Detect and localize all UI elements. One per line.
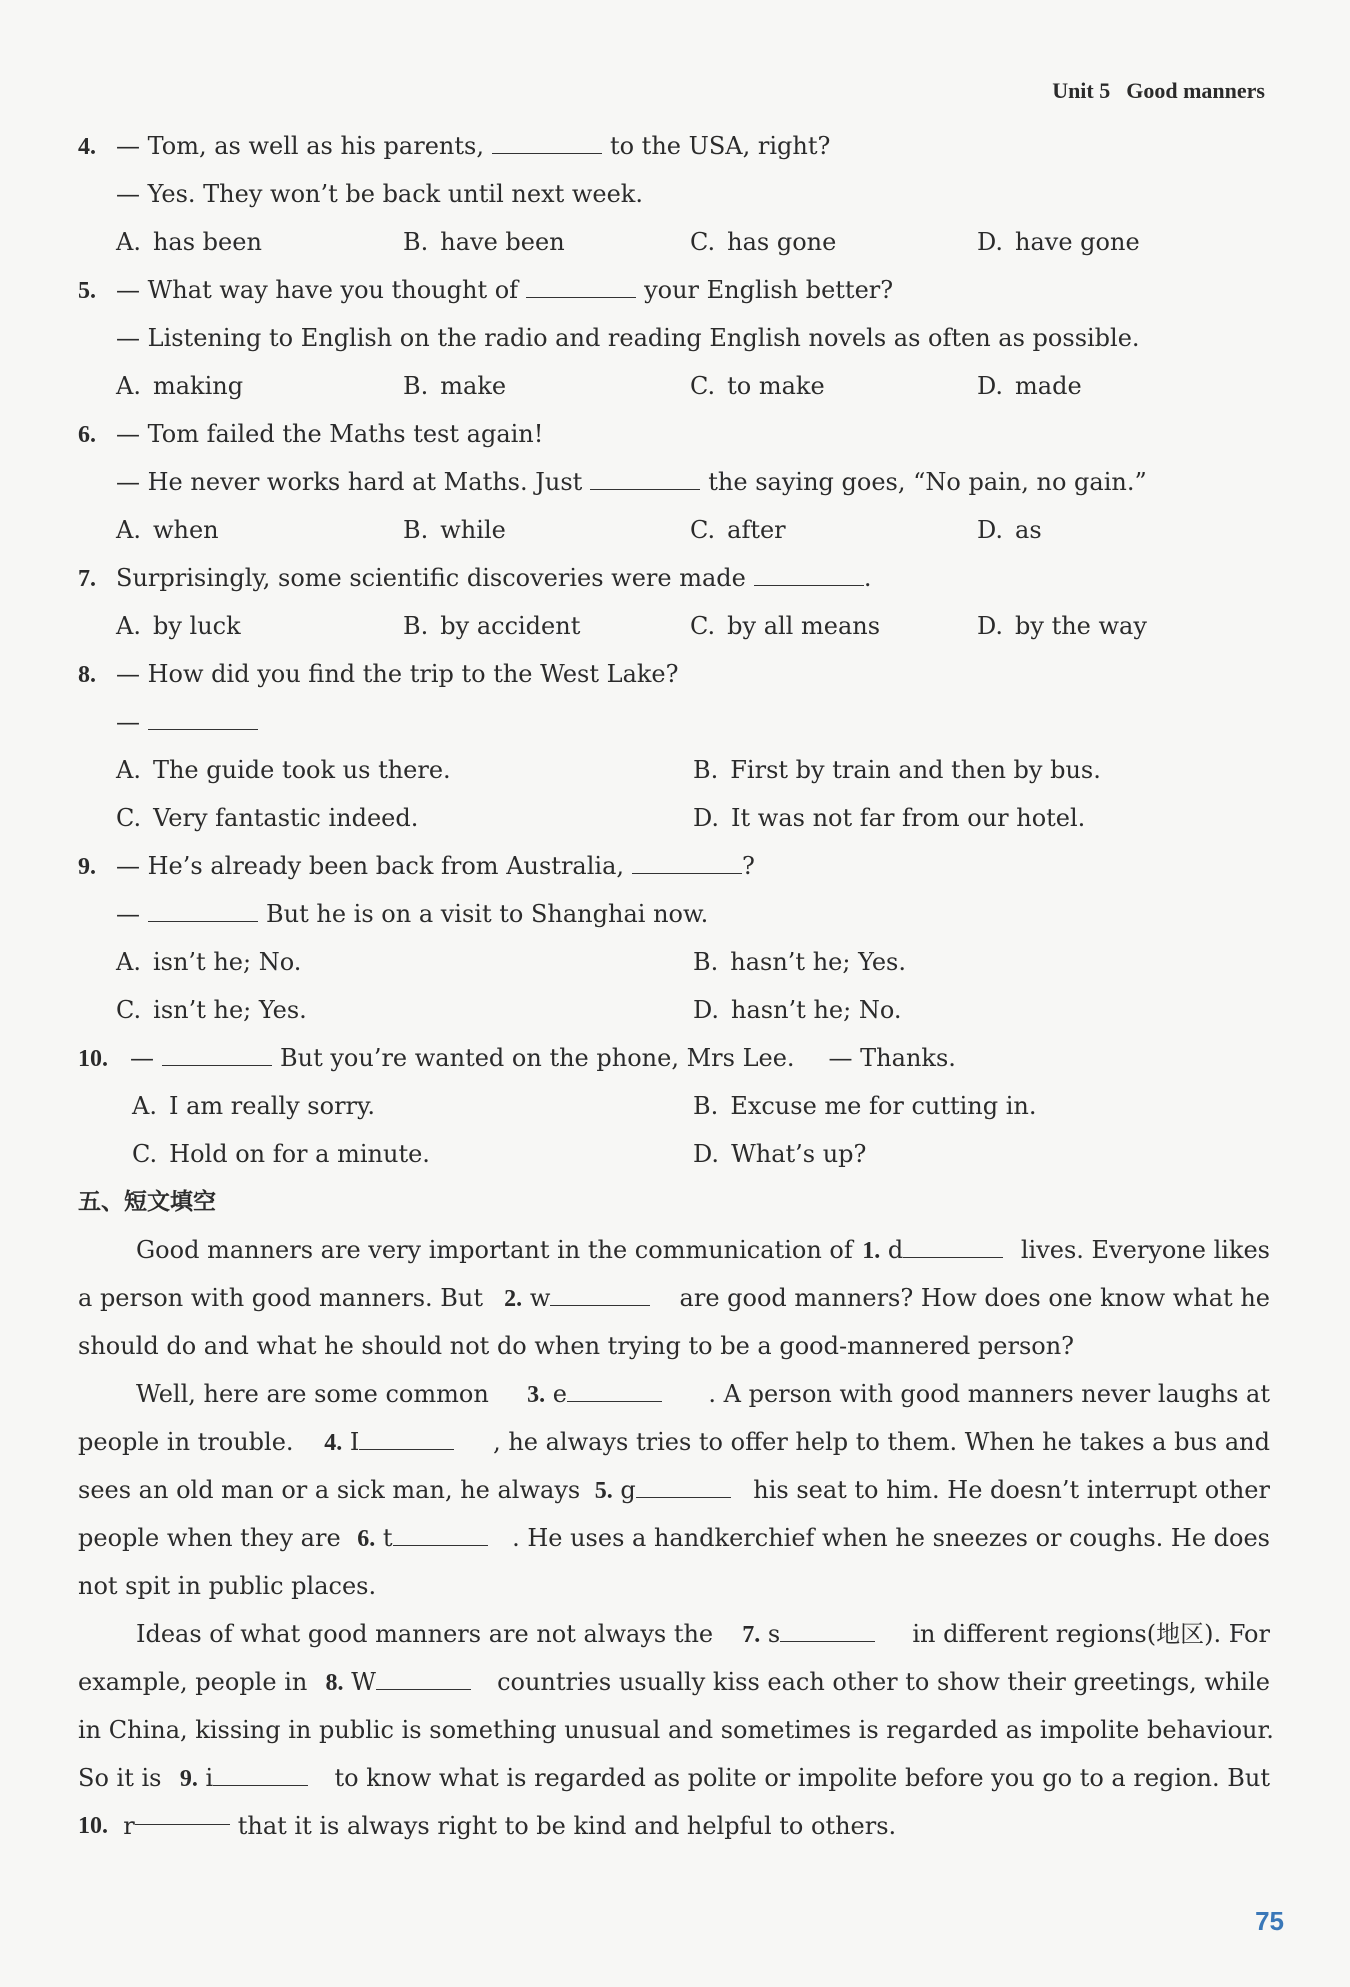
question-6-stem: 6. — Tom failed the Maths test again! [78, 410, 1270, 458]
question-5-options [78, 362, 1270, 410]
passage-line: Ideas of what good manners are not always the 7. s in different regions(地区). For [136, 1620, 1270, 1648]
passage [78, 1226, 1274, 1850]
question-4-stem [78, 122, 1270, 170]
option-c[interactable]: C. Very fantastic indeed. [116, 804, 419, 832]
question-number: 9. [78, 854, 96, 880]
unit-title: Good manners [1126, 78, 1265, 103]
answer-blank[interactable] [393, 1523, 488, 1546]
option-c[interactable]: C. Hold on for a minute. [132, 1140, 430, 1168]
option-c[interactable]: C. has gone [690, 228, 837, 256]
answer-blank[interactable] [567, 1379, 662, 1402]
option-b[interactable]: B. have been [403, 228, 565, 256]
option-b[interactable]: B. hasn’t he; Yes. [693, 948, 906, 976]
option-b[interactable]: B. while [403, 516, 506, 544]
passage-line: example, people in 8. W countries usually kiss each other to show their greetings, while [78, 1668, 1270, 1696]
answer-blank[interactable] [492, 131, 602, 154]
question-5-stem: 5. — What way have you thought of your English better? [78, 266, 1270, 314]
option-b[interactable]: B. by accident [403, 612, 581, 640]
answer-blank[interactable] [135, 1802, 230, 1825]
passage-line: should do and what he should not do when trying to be a good-mannered person? [78, 1332, 1075, 1360]
answer-blank[interactable] [636, 1475, 731, 1498]
answer-blank[interactable] [780, 1619, 875, 1642]
passage-line: Good manners are very important in the communication of 1. d lives. Everyone likes [136, 1236, 1270, 1264]
option-d[interactable]: D. hasn’t he; No. [693, 996, 902, 1024]
section-title: 五、短文填空 [78, 1189, 216, 1215]
answer-blank[interactable] [526, 275, 636, 298]
option-a[interactable]: A. has been [116, 228, 262, 256]
answer-blank[interactable] [376, 1667, 471, 1690]
question-5-response: — Listening to English on the radio and reading English novels as often as possible. [116, 324, 1140, 352]
option-c[interactable]: C. by all means [690, 612, 881, 640]
question-10-stem: 10. — But you’re wanted on the phone, Mrs Lee. — Thanks. [78, 1034, 1270, 1082]
question-6-options [78, 506, 1270, 554]
question-number: 10. [78, 1046, 108, 1072]
answer-blank[interactable] [148, 707, 258, 730]
option-a[interactable]: A. making [116, 372, 244, 400]
option-d[interactable]: D. as [977, 516, 1042, 544]
option-a[interactable]: A. by luck [116, 612, 241, 640]
question-number: 5. [78, 278, 96, 304]
passage-line: people when they are 6. t . He uses a handkerchief when he sneezes or coughs. He does [78, 1524, 1270, 1552]
answer-blank[interactable] [213, 1763, 308, 1786]
exercise-content [78, 122, 1274, 1850]
passage-line: in China, kissing in public is something unusual and sometimes is regarded as impolite behaviour. [78, 1716, 1274, 1744]
passage-line: 10. r that it is always right to be kind and helpful to others. [78, 1802, 1270, 1850]
question-9-options-row-1 [78, 938, 1270, 986]
option-a[interactable]: A. isn’t he; No. [116, 948, 302, 976]
question-7-options [78, 602, 1270, 650]
question-10-options-row-2 [78, 1130, 1270, 1178]
passage-line: sees an old man or a sick man, he always 5. g his seat to him. He doesn’t interrupt other [78, 1476, 1270, 1504]
page-header [1052, 78, 1265, 104]
question-4-options [78, 218, 1270, 266]
passage-line: people in trouble. 4. I , he always tries to offer help to them. When he takes a bus and [78, 1428, 1270, 1456]
passage-line: Well, here are some common 3. e . A person with good manners never laughs at [136, 1380, 1270, 1408]
question-7-stem: 7. Surprisingly, some scientific discoveries were made . [78, 554, 1270, 602]
passage-line: a person with good manners. But 2. w are good manners? How does one know what he [78, 1284, 1270, 1312]
option-d[interactable]: D. have gone [977, 228, 1140, 256]
question-9-stem: 9. — He’s already been back from Australia, ? [78, 842, 1270, 890]
answer-blank[interactable] [903, 1235, 1003, 1258]
question-9-options-row-2 [78, 986, 1270, 1034]
question-number: 6. [78, 422, 96, 448]
question-number: 7. [78, 566, 96, 592]
question-6-response: — He never works hard at Maths. Just the saying goes, “No pain, no gain.” [116, 468, 1147, 496]
option-a[interactable]: A. I am really sorry. [132, 1092, 376, 1120]
answer-blank[interactable] [550, 1283, 650, 1306]
passage-line: not spit in public places. [78, 1572, 377, 1600]
question-4-response: — Yes. They won’t be back until next week. [116, 180, 643, 208]
option-a[interactable]: A. when [116, 516, 219, 544]
option-c[interactable]: C. after [690, 516, 786, 544]
option-b[interactable]: B. First by train and then by bus. [693, 756, 1101, 784]
question-8-options-row-2 [78, 794, 1270, 842]
question-10-options-row-1 [78, 1082, 1270, 1130]
answer-blank[interactable] [590, 467, 700, 490]
answer-blank[interactable] [162, 1043, 272, 1066]
option-d[interactable]: D. made [977, 372, 1082, 400]
question-8-response: — [78, 698, 1270, 746]
question-number: 8. [78, 662, 96, 688]
option-d[interactable]: D. What’s up? [693, 1140, 867, 1168]
option-b[interactable]: B. Excuse me for cutting in. [693, 1092, 1037, 1120]
option-c[interactable]: C. to make [690, 372, 825, 400]
passage-line: So it is 9. i to know what is regarded as polite or impolite before you go to a region. But [78, 1764, 1270, 1792]
question-number: 4. [78, 134, 96, 160]
answer-blank[interactable] [359, 1427, 454, 1450]
option-b[interactable]: B. make [403, 372, 507, 400]
question-9-response: — But he is on a visit to Shanghai now. [116, 900, 709, 928]
answer-blank[interactable] [754, 563, 864, 586]
option-a[interactable]: A. The guide took us there. [116, 756, 451, 784]
option-d[interactable]: D. by the way [977, 612, 1147, 640]
option-c[interactable]: C. isn’t he; Yes. [116, 996, 307, 1024]
question-text: — Tom, as well as his parents, [116, 132, 484, 160]
answer-blank[interactable] [632, 851, 742, 874]
unit-label: Unit 5 [1052, 78, 1111, 103]
page-number: 75 [1255, 1906, 1284, 1936]
answer-blank[interactable] [148, 899, 258, 922]
option-d[interactable]: D. It was not far from our hotel. [693, 804, 1086, 832]
question-text: to the USA, right? [609, 132, 831, 160]
question-8-options-row-1 [78, 746, 1270, 794]
question-8-stem: 8. — How did you find the trip to the West Lake? [78, 650, 1270, 698]
